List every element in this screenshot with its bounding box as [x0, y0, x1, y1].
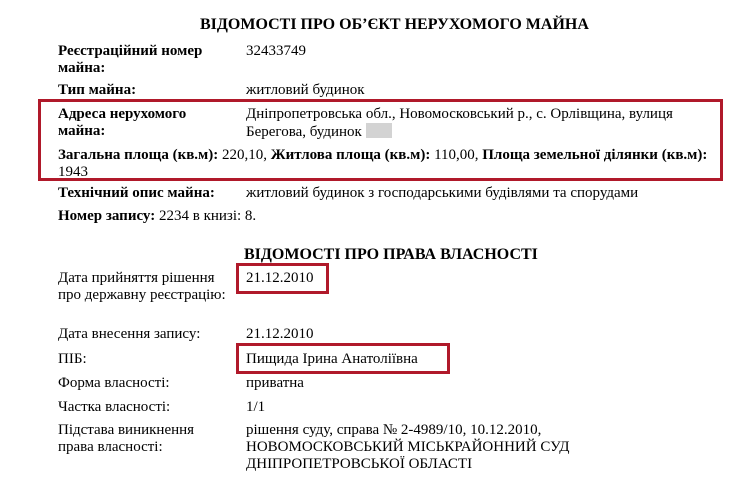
decision-date-value: 21.12.2010 [246, 270, 314, 286]
decision-date-label: Дата прийняття рішення про державну реєстрацію: [58, 270, 226, 303]
decision-date-highlight-box [236, 263, 329, 294]
owner-name-value: Пищида Ірина Анатоліївна [246, 351, 418, 367]
land-area-label: Площа земельної ділянки (кв.м): [482, 147, 708, 163]
ownership-basis-label: Підстава виникнення права власності: [58, 422, 195, 455]
living-area-label: Житлова площа (кв.м): [270, 147, 431, 163]
reg-number-label: Реєстраційний номер майна: [58, 43, 203, 76]
property-type-label: Тип майна: [58, 82, 137, 98]
address-text: Дніпропетровська обл., Новомосковський р., с. Орлівщина, вулиця Берегова, будинок [246, 106, 673, 140]
record-number [58, 208, 256, 225]
ownership-form-label: Форма власності: [58, 375, 170, 391]
land-area-value: 1943 [58, 164, 88, 180]
address-area-highlight-box [38, 99, 723, 181]
owner-name-label: ПІБ: [58, 351, 87, 367]
rights-section-title: ВІДОМОСТІ ПРО ПРАВА ВЛАСНОСТІ [244, 246, 538, 263]
ownership-form-value: приватна [246, 375, 304, 391]
ownership-share-value: 1/1 [246, 399, 266, 415]
total-area-label: Загальна площа (кв.м): [58, 147, 219, 163]
owner-name-highlight-box [236, 343, 450, 374]
property-type-value: житловий будинок [246, 82, 365, 98]
property-section-title: ВІДОМОСТІ ПРО ОБ’ЄКТ НЕРУХОМОГО МАЙНА [200, 16, 589, 33]
entry-date-label: Дата внесення запису: [58, 326, 201, 342]
entry-date-value: 21.12.2010 [246, 326, 314, 342]
ownership-share-label: Частка власності: [58, 399, 171, 415]
record-number-value: 2234 в книзі: 8. [158, 208, 257, 224]
tech-description-value: житловий будинок з господарськими будівлями та спорудами [246, 185, 639, 201]
ownership-basis-value: рішення суду, справа № 2-4989/10, 10.12.2010, НОВОМОСКОВСЬКИЙ МІСЬКРАЙОННИЙ СУД ДНІПРОПЕТРОВСЬКОЇ ОБЛАСТІ [246, 422, 570, 472]
record-number-label: Номер запису: [58, 208, 156, 224]
total-area-value: 220,10, [222, 147, 268, 163]
reg-number-value: 32433749 [246, 43, 306, 59]
living-area-value: 110,00, [434, 147, 479, 163]
tech-description-label: Технічний опис майна: [58, 185, 215, 201]
address-label: Адреса нерухомого майна: [58, 106, 187, 139]
